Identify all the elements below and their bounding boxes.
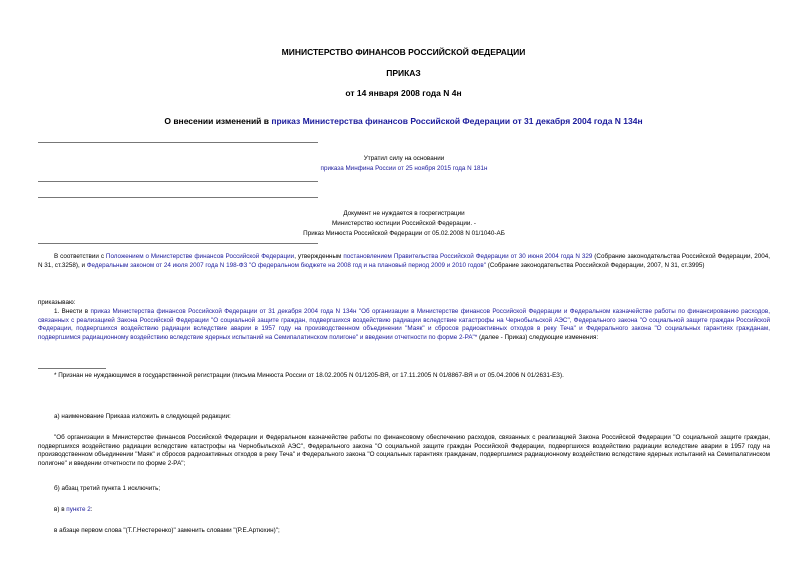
point-2-link[interactable]: пункте 2 bbox=[66, 506, 91, 513]
item-1-paragraph bbox=[38, 308, 770, 342]
footnote-divider bbox=[38, 368, 106, 369]
preamble-text-2: , утвержденным bbox=[294, 253, 344, 260]
registration-line-2: Министерство юстиции Российской Федерации. - bbox=[331, 220, 476, 227]
sub-item-v-end: : bbox=[90, 506, 93, 513]
doc-type-heading: ПРИКАЗ bbox=[386, 68, 421, 78]
sub-item-v bbox=[54, 506, 92, 515]
preamble-text-3: (Собрание законодательства Российской Федерации, 2004, N 31, ст.3258), и bbox=[38, 253, 770, 269]
preamble-paragraph bbox=[38, 253, 770, 270]
footnote: * Признан не нуждающимся в государственной регистрации (письма Минюста России от 18.02.2005 N 01/1205-ВЯ, от 17.11.2005 N 01/8867-ВЯ и от 05.04.2006 N 01/2631-ЕЗ). bbox=[54, 372, 564, 379]
doc-title bbox=[0, 116, 807, 126]
last-line: в абзаце первом слова "(Т.Г.Нестеренко)" заменить словами "(Р.Е.Артюхин)"; bbox=[54, 527, 280, 534]
ministry-heading: МИНИСТЕРСТВО ФИНАНСОВ РОССИЙСКОЙ ФЕДЕРАЦИИ bbox=[281, 47, 526, 57]
preamble-text-4: (Собрание законодательства Российской Федерации, 2007, N 31, ст.3995) bbox=[486, 261, 705, 269]
status-line-1: Утратил силу на основании bbox=[363, 155, 445, 162]
item-1-text-1: 1. Внести в bbox=[54, 308, 91, 315]
item-1-text-2: (далее - Приказ) следующие изменения: bbox=[477, 333, 599, 341]
doc-title-prefix: О внесении изменений в bbox=[164, 116, 272, 126]
date-number: от 14 января 2008 года N 4н bbox=[345, 88, 462, 98]
new-title-quote: "Об организации в Министерстве финансов Российской Федерации и Федеральном казначействе работы по финансовому обеспечению расходов, связанных с реализацией Закона Российской Федерации "О социальной защите граждан, подвергшихся воздействию радиации вследствие катастрофы на Чернобыльской АЭС", Федерального закона "О социальной защите граждан Российской Федерации, подвергшихся воздействию радиации вследствие аварии в 1957 году на производственном объединении "Маяк" и сбросов радиоактивных отходов в реку Теча" и Федерального закона "О социальных гарантиях гражданам, подвергшимся радиационному воздействию вследствие ядерных испытаний на Семипалатинском полигоне" и введении отчетности по форме 2-РА"; bbox=[38, 434, 770, 467]
sub-item-b: б) абзац третий пункта 1 исключить; bbox=[54, 485, 161, 492]
registration-line-1: Документ не нуждается в госрегистрации bbox=[343, 210, 465, 217]
divider bbox=[38, 142, 318, 143]
order-134n-link[interactable]: приказ Министерства финансов Российской Федерации от 31 декабря 2004 года N 134н "Об организации в Министерстве финансов Российской Федерации и Федеральном казначействе работы по финансированию расходов, связанных с реализацией Закона Российской Федерации "О социальной защите граждан, подвергшихся воздействию радиации вследствие катастрофы на Чернобыльской АЭС", Федерального закона "О социальной защите граждан Российской Федерации, подвергшихся воздействию радиации вследствие аварии в 1957 году на производственном объединении "Маяк" и сбросов радиоактивных отходов в реку Теча" и Федерального закона "О социальных гарантиях гражданам, подвергшимся радиационному воздействию вследствие ядерных испытаний на Семипалатинском полигоне" и введении отчетности по форме 2-РА"* bbox=[38, 308, 770, 341]
preamble-text-1: В соответствии с bbox=[54, 253, 106, 260]
federal-law-link[interactable]: Федеральным законом от 24 июля 2007 года N 198-ФЗ "О федеральном бюджете на 2008 год и на плановый период 2009 и 2010 годов" bbox=[86, 261, 487, 269]
repeal-order-link[interactable]: приказа Минфина России от 25 ноября 2015 года N 181н bbox=[320, 165, 488, 172]
registration-line-3: Приказ Минюста Российской Федерации от 05.02.2008 N 01/1040-АБ bbox=[303, 230, 505, 237]
sub-item-v-text: в) в bbox=[54, 506, 67, 513]
divider bbox=[38, 243, 318, 244]
amended-order-link[interactable]: приказ Министерства финансов Российской Федерации от 31 декабря 2004 года N 134н bbox=[271, 116, 643, 126]
regulation-link[interactable]: Положением о Министерстве финансов Российской Федерации bbox=[105, 253, 295, 260]
order-word: приказываю: bbox=[38, 299, 76, 306]
sub-item-a: а) наименование Приказа изложить в следующей редакции: bbox=[54, 413, 231, 420]
government-decree-link[interactable]: постановлением Правительства Российской Федерации от 30 июня 2004 года N 329 bbox=[343, 253, 593, 260]
divider bbox=[38, 197, 318, 198]
divider bbox=[38, 181, 318, 182]
